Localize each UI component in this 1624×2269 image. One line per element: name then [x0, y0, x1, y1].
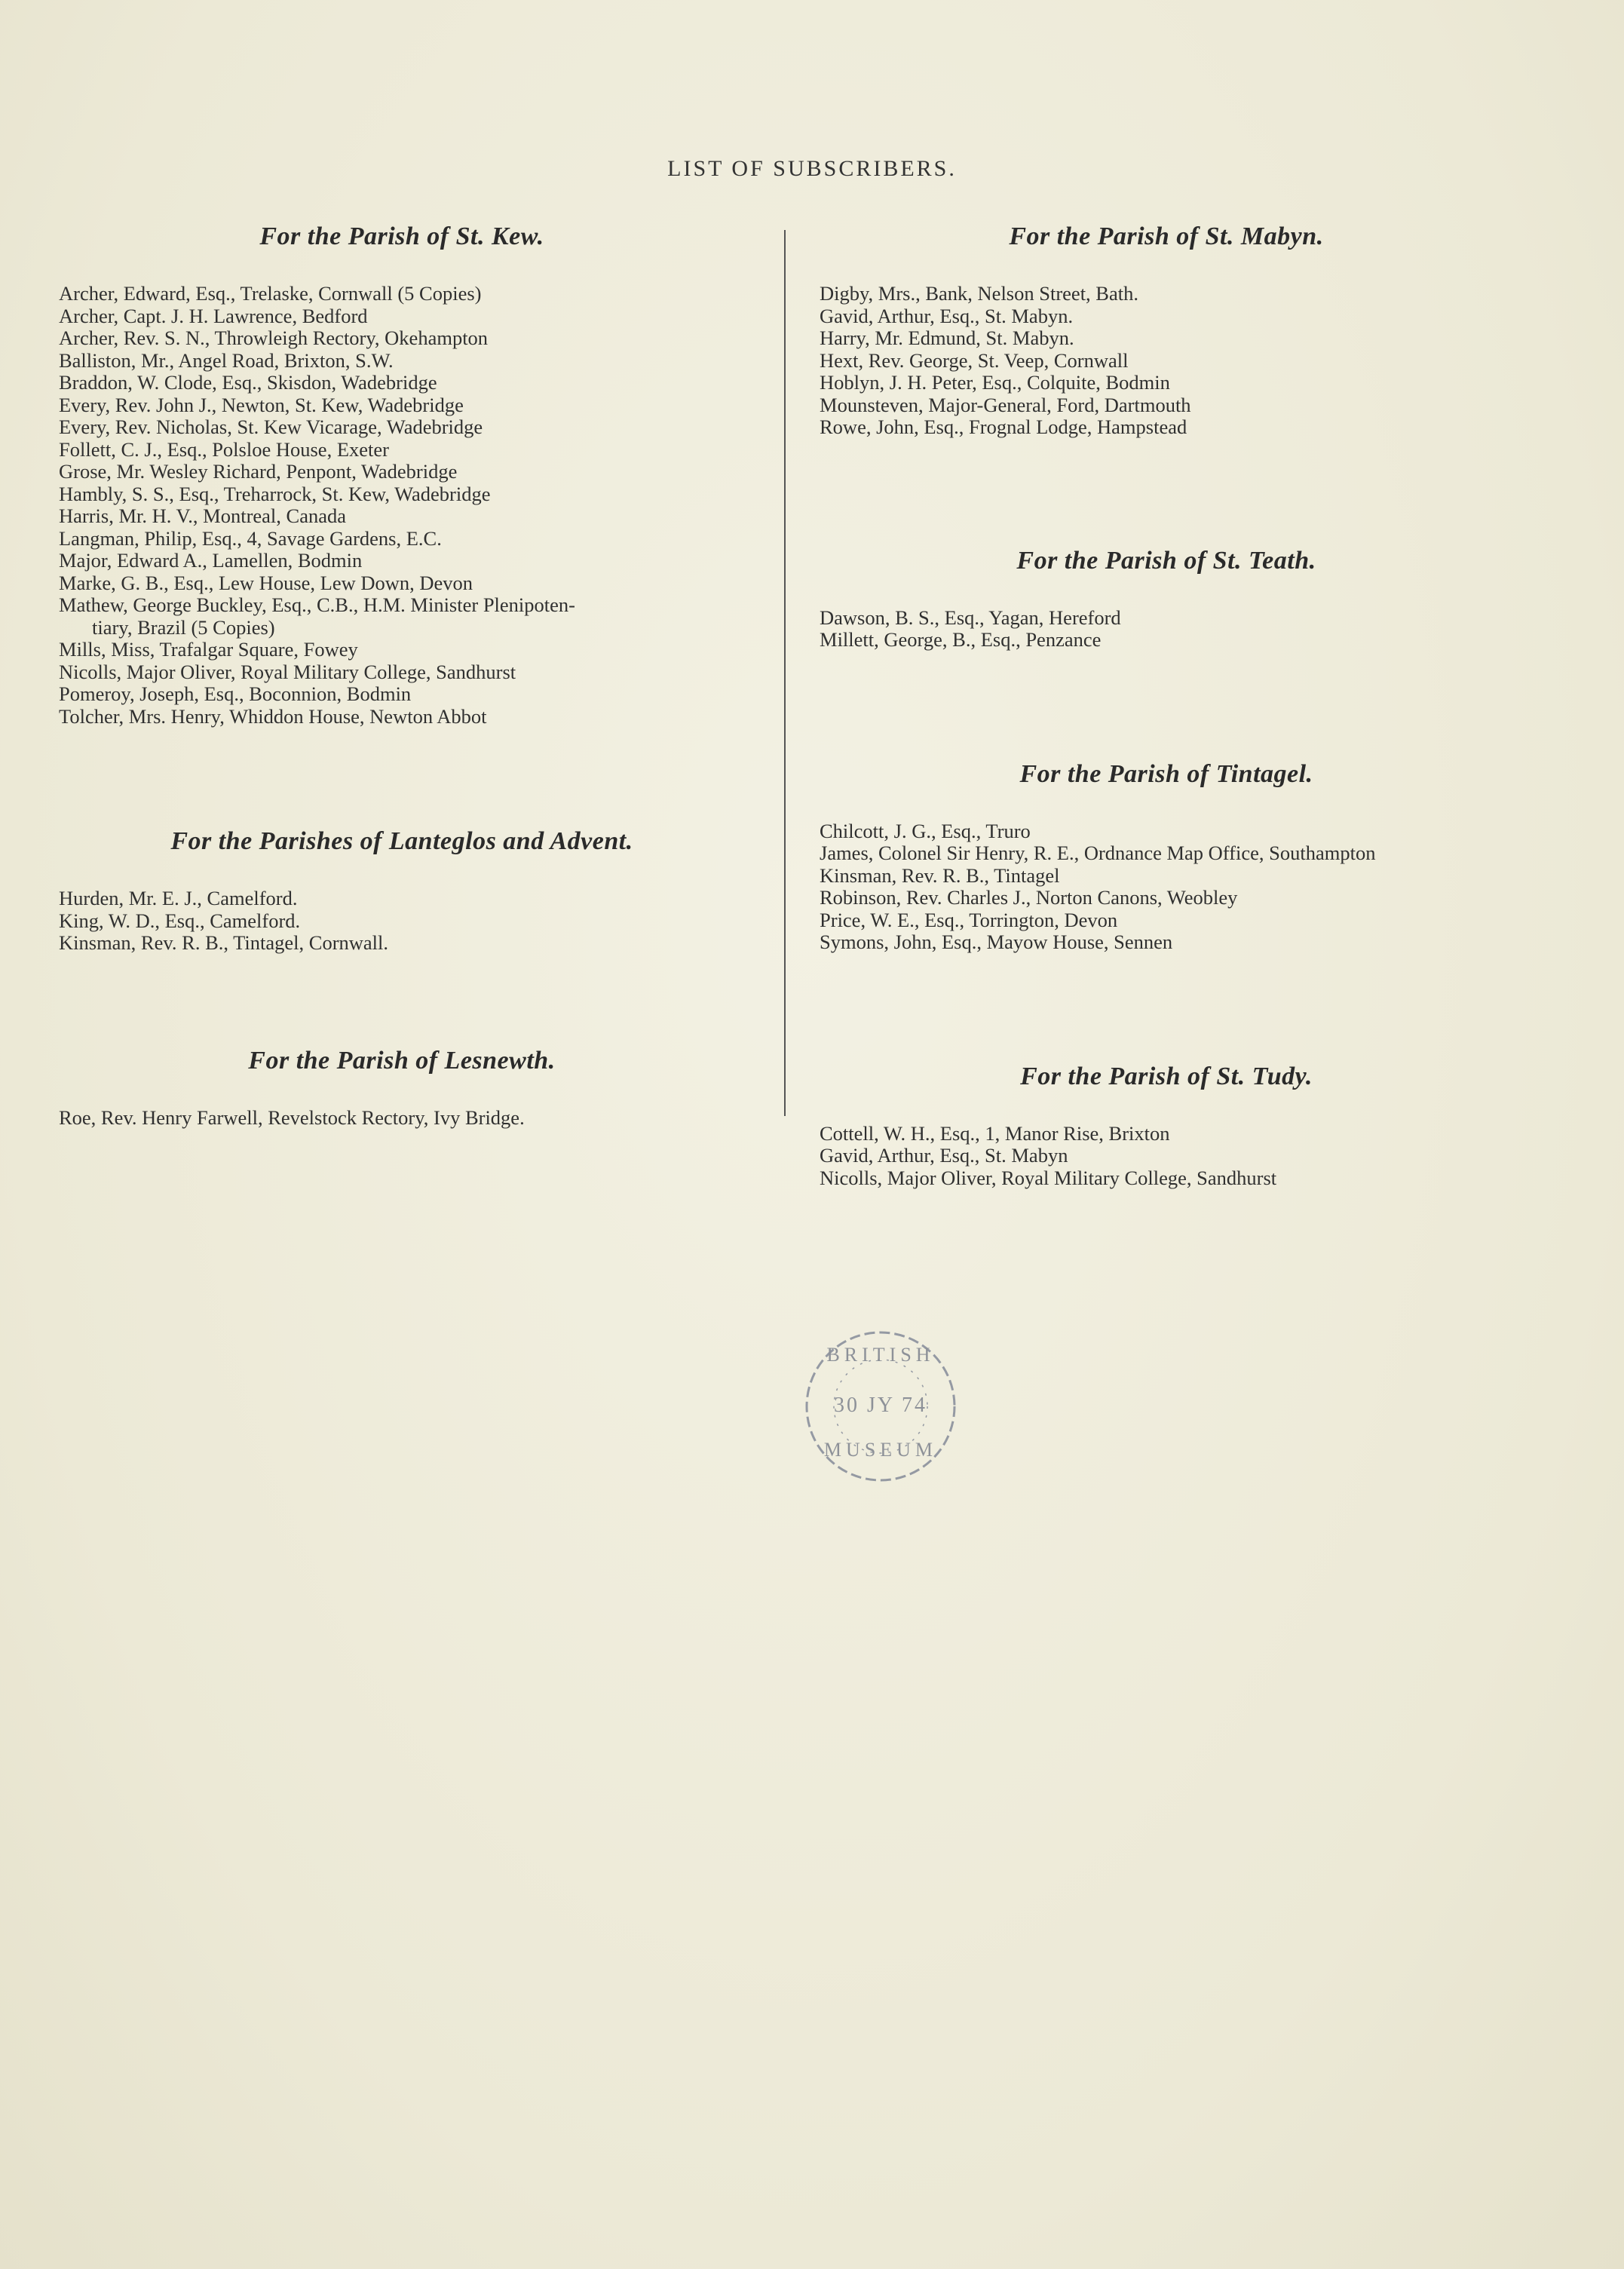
- subscriber-list: [820, 283, 1513, 439]
- subscriber-list: [820, 1123, 1513, 1190]
- stamp-top-text: BRITISH: [826, 1344, 935, 1366]
- subscriber-entry: Harry, Mr. Edmund, St. Mabyn.: [820, 327, 1074, 349]
- subscriber-entry: Every, Rev. John J., Newton, St. Kew, Wadebridge: [59, 393, 464, 416]
- subscriber-entry: Nicolls, Major Oliver, Royal Military College, Sandhurst: [820, 1166, 1277, 1189]
- section-st-kew: [59, 222, 745, 728]
- subscriber-entry: Tolcher, Mrs. Henry, Whiddon House, Newton Abbot: [59, 704, 487, 728]
- subscriber-list: [59, 283, 745, 728]
- subscriber-entry: Robinson, Rev. Charles J., Norton Canons, Weobley: [820, 886, 1238, 909]
- subscriber-entry: King, W. D., Esq., Camelford.: [59, 909, 301, 932]
- subscriber-entry: Nicolls, Major Oliver, Royal Military College, Sandhurst: [59, 660, 516, 683]
- subscriber-entry: Hoblyn, J. H. Peter, Esq., Colquite, Bodmin: [820, 371, 1170, 394]
- subscriber-entry-continuation: tiary, Brazil (5 Copies): [92, 615, 275, 639]
- subscriber-entry: Hambly, S. S., Esq., Treharrock, St. Kew, Wadebridge: [59, 482, 491, 505]
- subscriber-entry: Major, Edward A., Lamellen, Bodmin: [59, 549, 363, 572]
- stamp-date: 30 JY 74: [833, 1394, 928, 1417]
- section-heading: For the Parish of Lesnewth.: [248, 1046, 556, 1075]
- subscriber-entry: Cottell, W. H., Esq., 1, Manor Rise, Brixton: [820, 1121, 1170, 1145]
- subscriber-entry: Symons, John, Esq., Mayow House, Sennen: [820, 931, 1173, 953]
- section-heading: For the Parish of St. Mabyn.: [1009, 222, 1324, 250]
- section-st-tudy: [820, 1062, 1513, 1190]
- subscriber-entry: Kinsman, Rev. R. B., Tintagel: [820, 863, 1060, 887]
- stamp-bottom-text: MUSEUM: [823, 1439, 938, 1461]
- section-st-mabyn: [820, 222, 1513, 439]
- section-heading: For the Parish of St. Kew.: [259, 222, 544, 250]
- section-heading: For the Parish of Tintagel.: [1019, 759, 1313, 788]
- subscriber-entry: Mills, Miss, Trafalgar Square, Fowey: [59, 638, 358, 661]
- page-title: LIST OF SUBSCRIBERS.: [667, 156, 957, 181]
- column-divider: [784, 230, 786, 1116]
- section-heading: For the Parish of St. Teath.: [1016, 546, 1316, 575]
- subscriber-entry: Braddon, W. Clode, Esq., Skisdon, Wadebridge: [59, 371, 437, 394]
- subscriber-entry: Archer, Capt. J. H. Lawrence, Bedford: [59, 304, 368, 327]
- subscriber-entry: Hext, Rev. George, St. Veep, Cornwall: [820, 348, 1129, 372]
- subscriber-list: [59, 1107, 745, 1130]
- subscriber-entry: Every, Rev. Nicholas, St. Kew Vicarage, Wadebridge: [59, 415, 483, 438]
- subscriber-entry: Digby, Mrs., Bank, Nelson Street, Bath.: [820, 282, 1138, 305]
- subscriber-entry: Dawson, B. S., Esq., Yagan, Hereford: [820, 606, 1121, 629]
- library-stamp: [801, 1327, 960, 1486]
- subscriber-entry: Gavid, Arthur, Esq., St. Mabyn: [820, 1144, 1068, 1167]
- subscriber-entry: Gavid, Arthur, Esq., St. Mabyn.: [820, 304, 1074, 327]
- subscriber-entry: Marke, G. B., Esq., Lew House, Lew Down, Devon: [59, 571, 473, 594]
- subscriber-entry: Grose, Mr. Wesley Richard, Penpont, Wadebridge: [59, 460, 458, 483]
- section-heading: For the Parishes of Lanteglos and Advent.: [170, 827, 633, 855]
- subscriber-entry: Mounsteven, Major-General, Ford, Dartmouth: [820, 393, 1191, 416]
- subscriber-list: [820, 820, 1513, 954]
- right-column: [820, 222, 1513, 1189]
- subscriber-entry: Price, W. E., Esq., Torrington, Devon: [820, 908, 1118, 931]
- subscriber-entry: Pomeroy, Joseph, Esq., Boconnion, Bodmin: [59, 682, 412, 705]
- subscriber-entry: James, Colonel Sir Henry, R. E., Ordnance Map Office, Southampton: [820, 842, 1376, 864]
- subscriber-entry: Rowe, John, Esq., Frognal Lodge, Hampstead: [820, 415, 1187, 438]
- subscriber-list: [820, 607, 1513, 652]
- subscriber-entry: Chilcott, J. G., Esq., Truro: [820, 819, 1031, 842]
- subscriber-list: [59, 888, 745, 955]
- subscriber-entry: Archer, Rev. S. N., Throwleigh Rectory, Okehampton: [59, 327, 489, 349]
- section-tintagel: [820, 760, 1513, 954]
- section-heading: For the Parish of St. Tudy.: [1020, 1062, 1313, 1090]
- subscriber-entry: Kinsman, Rev. R. B., Tintagel, Cornwall.: [59, 931, 389, 954]
- subscriber-entry: Millett, George, B., Esq., Penzance: [820, 628, 1102, 651]
- subscriber-entry: Roe, Rev. Henry Farwell, Revelstock Rectory, Ivy Bridge.: [59, 1105, 525, 1129]
- section-st-teath: [820, 547, 1513, 652]
- subscriber-entry: Harris, Mr. H. V., Montreal, Canada: [59, 504, 347, 527]
- section-lanteglos-advent: [59, 827, 745, 955]
- subscriber-entry: Mathew, George Buckley, Esq., C.B., H.M. Minister Plenipoten-: [59, 593, 575, 616]
- subscriber-entry: Langman, Philip, Esq., 4, Savage Gardens, E.C.: [59, 526, 442, 550]
- section-lesnewth: [59, 1047, 745, 1130]
- subscriber-entry: Archer, Edward, Esq., Trelaske, Cornwall (5 Copies): [59, 282, 482, 305]
- subscriber-entry: Hurden, Mr. E. J., Camelford.: [59, 887, 298, 909]
- subscriber-entry: Follett, C. J., Esq., Polsloe House, Exeter: [59, 437, 389, 461]
- subscriber-entry: Balliston, Mr., Angel Road, Brixton, S.W.: [59, 348, 394, 372]
- left-column: [59, 222, 745, 1129]
